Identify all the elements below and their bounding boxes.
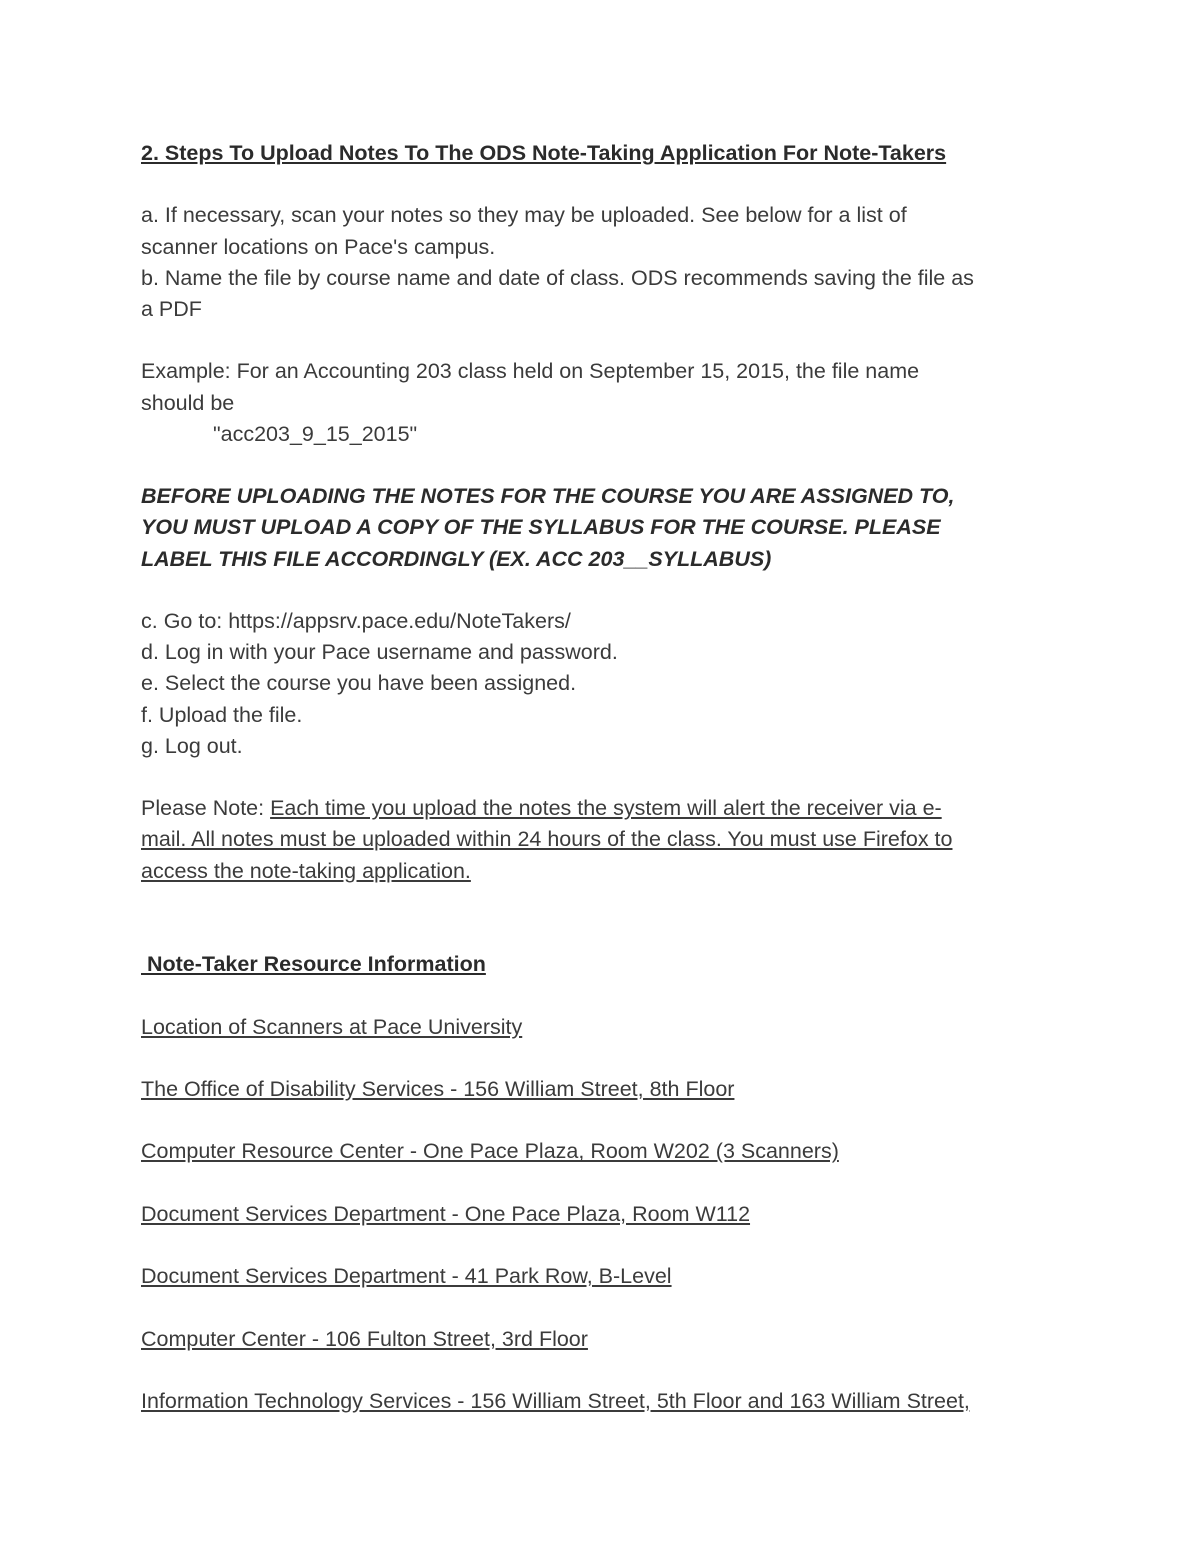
location-link-document-services-park-row[interactable]: Document Services Department - 41 Park Row, B-Level [141, 1264, 672, 1289]
spacer [141, 1292, 1061, 1323]
location-link-computer-resource-center[interactable]: Computer Resource Center - One Pace Plaza, Room W202 (3 Scanners) [141, 1139, 839, 1164]
scanners-title-link[interactable]: Location of Scanners at Pace University [141, 1014, 523, 1039]
spacer [141, 1168, 1061, 1199]
step-b-line-1: b. Name the file by course name and date of class. ODS recommends saving the file as [141, 265, 974, 290]
spacer [141, 762, 1061, 793]
step-b-line-2: a PDF [141, 297, 202, 321]
note-text-1: Each time you upload the notes the system will alert the receiver via e- [270, 796, 942, 821]
spacer [141, 575, 1061, 606]
location-link-computer-center[interactable]: Computer Center - 106 Fulton Street, 3rd Floor [141, 1326, 588, 1351]
document-body [141, 138, 1061, 1417]
example-line-2: should be [141, 390, 235, 415]
spacer [141, 918, 1061, 949]
step-a-line-1: a. If necessary, scan your notes so they may be uploaded. See below for a list of [141, 203, 907, 228]
section-heading-resources: Note-Taker Resource Information [141, 952, 486, 977]
spacer [141, 169, 1061, 200]
step-f: f. Upload the file. [141, 702, 303, 727]
location-link-its[interactable]: Information Technology Services - 156 William Street, 5th Floor and 163 William Street, [141, 1388, 970, 1413]
example-line-1: Example: For an Accounting 203 class held on September 15, 2015, the file name [141, 359, 920, 384]
spacer [141, 1230, 1061, 1261]
note-text-2: mail. All notes must be uploaded within 24 hours of the class. You must use Firefox to [141, 827, 953, 852]
syllabus-warning-line-2: YOU MUST UPLOAD A COPY OF THE SYLLABUS FOR THE COURSE. PLEASE [141, 515, 941, 540]
step-a-line-2: scanner locations on Pace's campus. [141, 234, 496, 259]
step-e: e. Select the course you have been assigned. [141, 671, 577, 696]
location-link-disability-services[interactable]: The Office of Disability Services - 156 William Street, 8th Floor [141, 1076, 735, 1101]
syllabus-warning-line-1: BEFORE UPLOADING THE NOTES FOR THE COURSE YOU ARE ASSIGNED TO, [141, 484, 955, 509]
step-d: d. Log in with your Pace username and password. [141, 640, 618, 665]
step-g: g. Log out. [141, 733, 243, 758]
spacer [141, 980, 1061, 1011]
step-c: c. Go to: https://appsrv.pace.edu/NoteTakers/ [141, 608, 571, 633]
spacer [141, 887, 1061, 918]
spacer [141, 1043, 1061, 1074]
spacer [141, 325, 1061, 356]
note-line-1 [141, 793, 1061, 824]
section-heading-upload-steps: 2. Steps To Upload Notes To The ODS Note-Taking Application For Note-Takers [141, 141, 947, 165]
note-prefix: Please Note: [141, 796, 271, 821]
spacer [141, 450, 1061, 481]
location-link-document-services-w112[interactable]: Document Services Department - One Pace Plaza, Room W112 [141, 1201, 751, 1226]
spacer [141, 1105, 1061, 1136]
syllabus-warning-line-3: LABEL THIS FILE ACCORDINGLY (EX. ACC 203__SYLLABUS) [141, 546, 772, 571]
spacer [141, 1355, 1061, 1386]
note-text-3: access the note-taking application. [141, 858, 471, 883]
example-filename: "acc203_9_15_2015" [213, 421, 418, 446]
